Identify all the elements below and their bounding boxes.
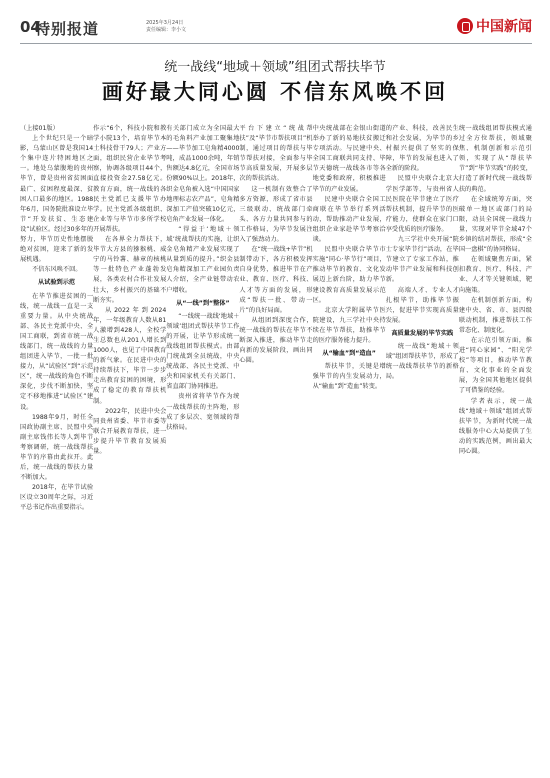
paragraph: 在机制创新方面，构建中央、省、市、县四级联动机制，推进帮扶工作常态化、制度化。 [458,296,532,334]
text-column-6 [386,124,459,768]
article-headline: 画好最大同心圆 不信东风唤不回 [101,79,449,104]
paragraph: 学者表示，统一战线“地域＋领域”组团式帮扶毕节，为新时代统一战线服务中心大局提供了生动的实践范例，画出最大同心圆。 [458,397,532,455]
paragraph: “得益于‘地域＋领域’统战帮扶的实施，让织金皂角精产业发展实现了从量到质的提升。”织金县皂角精深加工产业园负责人介绍，全产业链带动农户增收。 [166,225,240,294]
paragraph: 民盟中央联合毕节市实施“同心·毕节行”项目，推动毕节的教育、文化发展迈上新台阶，助力毕节建设教育高质量发展示范区。 [312,246,386,304]
article-kicker: 统一战线“地域＋领域”组团式帮扶毕节 [164,60,386,75]
paragraph: 1988年9月，时任全国政协副主席、民盟中央副主席钱伟长等人到毕节考察调研，统一战线帮扶毕节的序幕由此拉开。此后，统一战线的帮扶力量不断加大。 [20,413,94,482]
paragraph: 帮扶毕节，关键是增强毕节的内生发展动力，从“输血”到“造血”转变。 [312,363,386,391]
paragraph: “一线统一战线‘地域＋领域’组团式帮扶毕节工作的开展，让毕节形成统一战线组团帮扶模式。由部门统战到全员统战，中央统战部、各民主党派、中央和国家机关有关部门、省直部门协同推进。 [166,312,240,391]
text-column-4 [239,124,312,768]
paragraph: 九三学社中央开展“院士专家毕节行”活动，在毕节建立了专家工作站，推动毕节产业发展和科技创新。 [385,236,459,284]
text-column-3 [166,124,239,768]
paragraph: 2022年，民进中央会同贵州省委、毕节市委等联合开展教育帮扶，进一步提升毕节教育发展质量。 [93,407,167,455]
text-column-7 [459,124,532,768]
paragraph: 的产业、科技，改善民生和社会发展，为毕节的乡村振兴提供了坚实的保障，毕节的发展也进入了全新的阶段。 [385,125,459,173]
subheading: 高质量发展的毕节实践 [391,329,454,337]
paragraph: 贵州省将毕节作为统一战线帮扶的主阵地，形成了多层次、宽领域的帮扶格局。 [166,393,240,431]
paragraph: 平台下建立“统战帮扶”及“毕节市帮扶项目”机制，通过项目的帮扶与毕节帮扶对接，全面参与毕节高质量发展，开展多层次的帮扶活动。 [239,125,313,183]
paragraph: 这一机制有效整合了多方资源，形成了省市县三级联动、统战部门牵头、各方力量共同参与的工作格局，为毕节发展注入了强劲动力。 [239,185,313,244]
brand-masthead [457,16,532,36]
text-column-1 [20,124,93,768]
newspaper-logo-icon [457,18,473,34]
paragraph: 在全域统筹方面，突破单一地区或部门的局限，动员全国统一战线力量，实现对毕节全域47个乡镇的结对帮扶，形成“全国一盘棋”的协同格局。 [458,195,532,254]
paragraph: 不信东风唤不回。 [32,266,82,274]
paragraph: 在“统一战线+毕节”机制带动下，各方积极发挥自身优势，推进毕节在产业、教育、医疗、科技、人才等方面的发展，形成“帮扶一批、带动一片”的良好局面。 [239,246,313,314]
paragraph: 从组团到深度合作，统一战线的帮扶在毕节不断深入推进，推动毕节走向新的发展阶段，画出同心圆。 [239,316,313,365]
paragraph: 有关部门成立为全国最大的毛角料产业加工聚集地——毕节加工皂角精4000吨，成品1000余吨，年销售额达4.8亿元，全国市场份额90%以上。2018年，织金皂角被入选“中国国家地理标志农产品”，皂角精深加工产值突破10亿元，皂角产业发展一体化。 [166,125,240,223]
page-header [20,18,532,42]
paragraph: 上个世纪只是一个暗影，乌蒙山区曾是我国14个集中连片特困地区之一。地处乌蒙腹地的贵州毕节，曾是贵州省贫困面最广、贫困程度最深、贫困人口最多的地区。1988年6月，国务院批准设立毕节“开发扶贫、生态建设”试验区。经过30多年的努力，毕节历史性地摆脱绝对贫困，迎来了新的发展机遇。 [20,135,94,264]
subheading: 从试验到示范 [38,279,76,287]
issue-date: 2025年3月24日 [146,20,184,26]
text-column-2 [93,124,166,768]
paragraph: 从2022年到2024年，一年级教育人数从81人激增到428人，全校学生总数也从201人增长到1000人，也见了中国教育的新气象。在民进中央的持续帮扶下，毕节一步步走出教育贫困的困境，形成了稳定的教育帮扶机制。 [93,306,167,405]
paragraph: （上接01版） [20,125,59,132]
paragraph: 民盟中央联合北京大学医学部等，与贵州省人民医院在毕节建立了医疗帮扶机制，提升毕节的医疗能力，使群众在家门口享受优质的医疗服务。 [385,175,459,233]
paragraph: 在领域聚焦方面，紧扣教育、医疗、科技、产业、人才等关键领域，靶向施策。 [458,256,532,294]
text-column-5 [313,124,386,768]
header-divider [20,43,532,44]
paragraph: 2018年，在毕节试验区设立30周年之际，习近平总书记作出重要指示。 [20,484,94,512]
article-body [20,124,532,768]
paragraph: 在示范引领方面，推进“同心家园”、“阳光学校”等项目，推动毕节教育、文化事业的全面发展，为全国其他地区提供了可借鉴的经验。 [458,336,532,395]
paragraph: 在毕节推进贫困的一线，统一战线一直是一支重要力量。从中央统战部、各民主党派中央、全国工商联，到省市统一战线部门，统一战线的力量组团进入毕节，一批一批接力，从“试验区”到“示范区”，统一战线的角色不断深化，步伐不断加快，坚定不移地推进“试验区”建设。 [20,292,94,411]
paragraph: 作示“6个，科技小院和教学小院13个，培育毕节本土科技骨干79人；产业方面，组织民营企业毕节考察，协调各级项目44个，直接投资金27.58亿元。教育方面，统一战线的各民主党派已支援毕节办学。民主党派各级组织、企业等与毕节市多所学校开展帮扶。 [93,125,167,233]
page-number: 04 [20,18,41,36]
brand-name: 中国新闻 [476,19,532,35]
paragraph: 在各界全力帮扶下，毕节大方县的猕猴桃、威宁的马铃薯、赫章的核桃等一批特色产业蓬勃发展，各类农村合作社发展壮大，乡村振兴的基础不断夯实。 [93,236,167,304]
issue-meta [146,20,186,34]
paragraph: 统一战线组团帮扶模式通过全方位帮扶，领域聚焦、机制创新和示范引领，实现了从“帮扶毕节”到“毕节实践”的转变，打造了新时代统一战线帮扶的典范。 [458,125,532,193]
paragraph: 高端人才、专业人才扎根毕节，助推毕节振兴，促进毕节实现高质量发展。 [385,286,459,324]
editor-credit: 责任编辑：李小文 [146,27,187,33]
subheading: 从“输血”到“造血” [322,350,376,358]
paragraph: 统一战线“地域＋领域”组团帮扶毕节，形成了统一战线帮扶毕节的新格局。 [385,342,459,381]
paragraph: 北京大学附属毕节医院建设，九三学社中央持续在毕节帮扶，助推毕节的医疗服务能力提升。 [312,306,386,344]
paragraph: 中央统战部在金银山街道举办了新的易地扶贫搬迁专项活动。与民建中央、全国工商联共同支持、毕节天德统一战线各市等各地党委和政府，积极推进毕节的产业发展。 [312,125,386,193]
section-title: 特别报道 [35,20,100,38]
subheading: 从“一线”到“整体” [176,299,230,307]
paragraph: 民建中央联合全国工商联在毕节举行系列活动，帮助推动产业发展，组织企业家赴毕节考察洽谈。 [312,195,386,244]
